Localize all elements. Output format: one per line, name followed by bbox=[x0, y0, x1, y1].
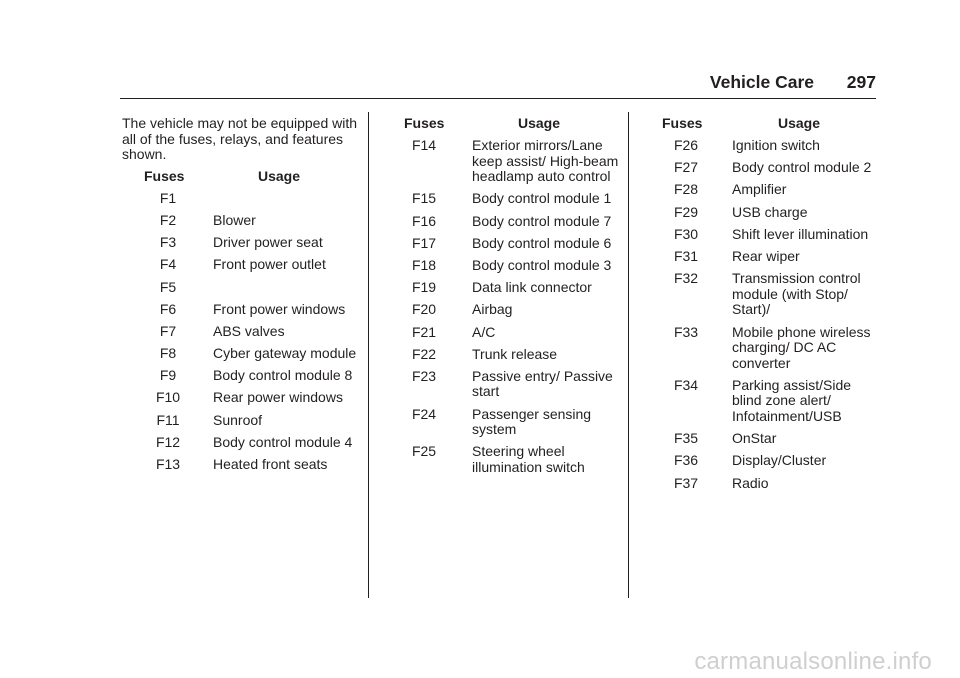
fuse-usage: Ignition switch bbox=[732, 137, 820, 153]
fuse-usage: Passenger sensing system bbox=[472, 405, 592, 438]
fuse-number: F1 bbox=[159, 189, 177, 206]
fuse-usage: Shift lever illumination bbox=[732, 225, 869, 242]
table-row bbox=[380, 444, 620, 475]
table-row bbox=[122, 280, 358, 296]
fuse-usage: Heated front seats bbox=[213, 456, 328, 473]
fuse-usage: Body control module 4 bbox=[213, 433, 353, 450]
fuse-number: F30 bbox=[673, 225, 699, 242]
fuse-usage: Transmission control module (with Stop/ Start)/ bbox=[732, 270, 861, 318]
fuse-usage: Radio bbox=[732, 474, 769, 491]
fuse-column-2 bbox=[380, 116, 620, 482]
fuse-usage: Display/Cluster bbox=[732, 452, 827, 469]
fuse-number: F29 bbox=[673, 203, 699, 220]
fuse-usage: Mobile phone wireless charging/ DC AC converter bbox=[732, 323, 871, 371]
fuse-usage: Rear power windows bbox=[213, 389, 343, 406]
table-row bbox=[122, 324, 358, 340]
fuse-usage: Body control module 1 bbox=[472, 190, 612, 207]
usage-header: Usage bbox=[778, 115, 821, 131]
table-row bbox=[122, 346, 358, 362]
fuse-column-1 bbox=[122, 116, 358, 479]
table-header bbox=[122, 169, 358, 191]
fuse-number: F8 bbox=[159, 345, 177, 362]
fuse-number: F16 bbox=[411, 212, 437, 229]
fuse-number: F17 bbox=[411, 234, 437, 251]
fuse-usage: Driver power seat bbox=[213, 234, 323, 251]
table-row bbox=[380, 325, 620, 341]
section-title: Vehicle Care bbox=[709, 72, 814, 92]
fuse-number: F13 bbox=[155, 456, 181, 473]
fuse-number: F18 bbox=[411, 256, 437, 273]
table-row bbox=[640, 205, 880, 221]
table-row bbox=[122, 457, 358, 473]
table-row bbox=[640, 182, 880, 198]
fuse-number: F15 bbox=[411, 190, 437, 207]
table-row bbox=[122, 191, 358, 207]
fuse-usage: OnStar bbox=[732, 430, 777, 447]
table-header bbox=[380, 116, 620, 138]
table-row bbox=[380, 407, 620, 438]
fuse-number: F22 bbox=[411, 345, 437, 362]
table-row bbox=[380, 369, 620, 400]
table-row bbox=[640, 476, 880, 492]
fuse-usage: Amplifier bbox=[732, 181, 787, 198]
fuse-usage: ABS valves bbox=[213, 322, 285, 339]
table-row bbox=[640, 431, 880, 447]
fuse-number: F26 bbox=[673, 137, 699, 153]
fuse-usage: Rear wiper bbox=[732, 247, 800, 264]
fuse-usage: Exterior mirrors/Lane keep assist/ High-beam headlamp auto control bbox=[472, 137, 619, 185]
fuse-number: F11 bbox=[156, 411, 180, 428]
table-row bbox=[122, 235, 358, 251]
fuse-usage: Blower bbox=[213, 211, 256, 228]
fuse-usage: Steering wheel illumination switch bbox=[472, 443, 585, 476]
table-row bbox=[380, 347, 620, 363]
table-row bbox=[640, 160, 880, 176]
fuse-number: F10 bbox=[155, 389, 181, 406]
fuse-number: F28 bbox=[673, 181, 699, 198]
fuse-number: F25 bbox=[411, 443, 437, 460]
fuse-number: F31 bbox=[673, 247, 699, 264]
intro-note: The vehicle may not be equipped with all of the fuses, relays, and features shown. bbox=[122, 115, 358, 163]
table-row bbox=[640, 227, 880, 243]
table-row bbox=[380, 302, 620, 318]
fuses-header: Fuses bbox=[662, 115, 703, 131]
table-row bbox=[122, 302, 358, 318]
table-row bbox=[380, 214, 620, 230]
table-row bbox=[640, 325, 880, 372]
fuse-number: F23 bbox=[411, 367, 437, 384]
fuses-header: Fuses bbox=[144, 167, 185, 184]
table-row bbox=[122, 435, 358, 451]
fuses-header: Fuses bbox=[404, 115, 445, 131]
fuse-number: F9 bbox=[159, 367, 177, 384]
column-divider-1 bbox=[368, 112, 369, 598]
fuse-usage: Sunroof bbox=[213, 411, 263, 428]
page-number: 297 bbox=[846, 72, 876, 92]
table-row bbox=[380, 191, 620, 207]
fuse-number: F14 bbox=[411, 137, 437, 153]
fuse-number: F2 bbox=[159, 211, 177, 228]
fuse-usage: Body control module 8 bbox=[213, 367, 353, 384]
table-header bbox=[640, 116, 880, 138]
fuse-usage: Parking assist/Side blind zone alert/ Infotainment/USB bbox=[732, 376, 852, 425]
fuse-number: F4 bbox=[159, 256, 177, 273]
fuse-number: F36 bbox=[673, 452, 699, 469]
table-row bbox=[122, 213, 358, 229]
fuse-usage: Airbag bbox=[472, 301, 513, 318]
usage-header: Usage bbox=[518, 115, 561, 131]
table-row bbox=[122, 413, 358, 429]
table-row bbox=[380, 236, 620, 252]
fuse-number: F27 bbox=[673, 159, 699, 176]
usage-header: Usage bbox=[258, 167, 301, 184]
fuse-usage: USB charge bbox=[732, 203, 808, 220]
fuse-number: F33 bbox=[673, 323, 699, 340]
fuse-usage: Trunk release bbox=[472, 345, 558, 362]
column-divider-2 bbox=[628, 112, 629, 598]
fuse-usage: Body control module 3 bbox=[472, 256, 612, 273]
fuse-usage: Body control module 6 bbox=[472, 234, 612, 251]
table-row bbox=[380, 138, 620, 185]
fuse-number: F5 bbox=[159, 278, 177, 295]
table-row bbox=[640, 453, 880, 469]
fuse-usage: Cyber gateway module bbox=[213, 345, 357, 362]
fuse-number: F32 bbox=[673, 270, 699, 287]
fuse-number: F6 bbox=[159, 300, 177, 317]
table-row bbox=[122, 390, 358, 406]
table-row bbox=[640, 271, 880, 318]
table-row bbox=[122, 257, 358, 273]
fuse-number: F3 bbox=[159, 234, 177, 251]
fuse-usage: Body control module 7 bbox=[472, 212, 612, 229]
fuse-usage: Data link connector bbox=[472, 279, 592, 296]
table-row bbox=[380, 280, 620, 296]
fuse-number: F20 bbox=[411, 301, 437, 318]
fuse-number: F35 bbox=[673, 430, 699, 447]
fuse-number: F24 bbox=[411, 405, 437, 422]
fuse-number: F12 bbox=[155, 433, 181, 450]
fuse-column-3 bbox=[640, 116, 880, 498]
table-row bbox=[640, 249, 880, 265]
fuse-number: F7 bbox=[159, 322, 177, 339]
fuse-number: F21 bbox=[411, 323, 437, 340]
fuse-usage: A/C bbox=[472, 323, 496, 340]
fuse-usage: Front power windows bbox=[213, 300, 346, 317]
fuse-number: F34 bbox=[673, 376, 699, 393]
fuse-usage: Body control module 2 bbox=[732, 159, 872, 176]
table-row bbox=[640, 378, 880, 425]
table-row bbox=[380, 258, 620, 274]
fuse-number: F37 bbox=[673, 474, 699, 491]
fuse-usage: Front power outlet bbox=[213, 256, 326, 273]
fuse-number: F19 bbox=[411, 279, 437, 296]
table-row bbox=[122, 368, 358, 384]
page-header bbox=[120, 72, 876, 99]
watermark: carmanualsonline.info bbox=[694, 648, 932, 675]
table-row bbox=[640, 138, 880, 154]
fuse-usage: Passive entry/ Passive start bbox=[472, 367, 613, 400]
